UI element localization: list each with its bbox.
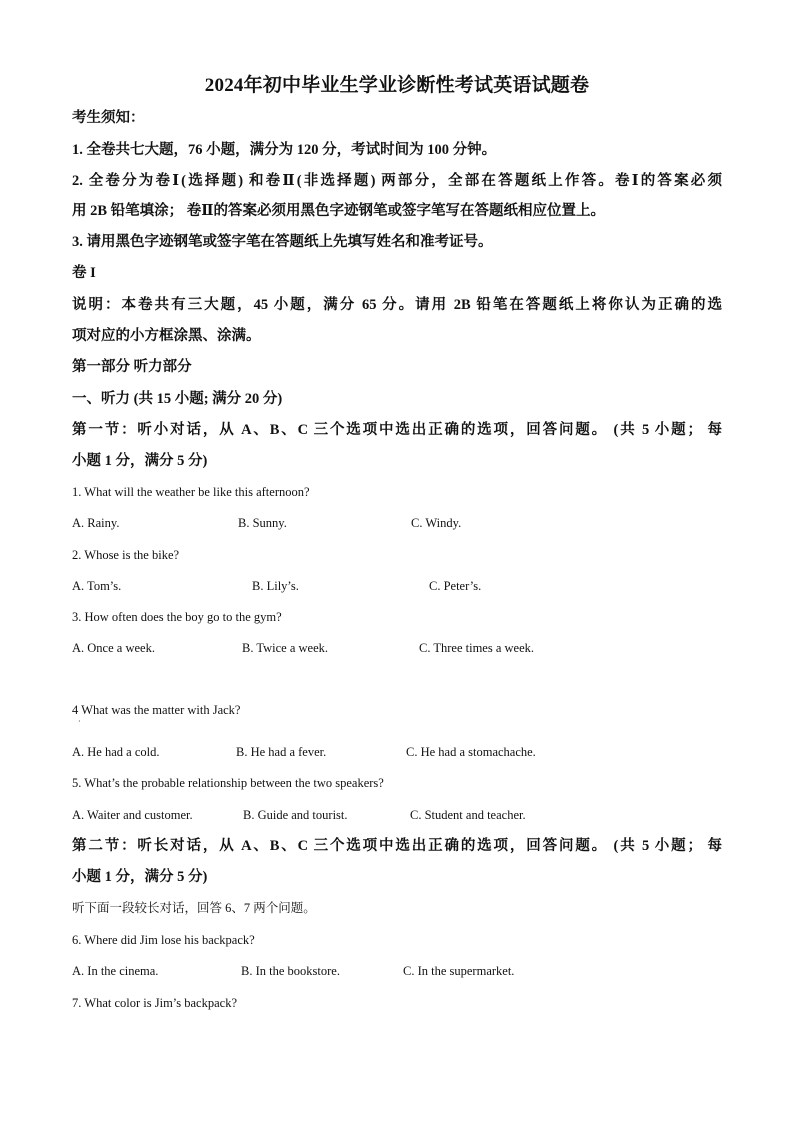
question-4-option-a: A. He had a cold. xyxy=(72,745,160,759)
question-1-option-a: A. Rainy. xyxy=(72,516,120,530)
question-4-stem: 4 What was the matter with Jack? xyxy=(72,703,241,717)
section-2-line-2: 小题 1 分，满分 5 分) xyxy=(72,869,208,885)
question-3-option-c: C. Three times a week. xyxy=(419,641,535,655)
section-1-line-1: 第一节：听小对话，从 A、B、C 三个选项中选出正确的选项，回答问题。 (共 5 小题； 每 xyxy=(72,422,722,438)
question-2-option-a: A. Tom’s. xyxy=(72,579,122,593)
question-6-stem: 6. Where did Jim lose his backpack? xyxy=(72,933,255,947)
question-2-option-b: B. Lily’s. xyxy=(252,579,299,593)
notice-item-1: 1. 全卷共七大题，76 小题，满分为 120 分，考试时间为 100 分钟。 xyxy=(72,142,497,158)
question-4-option-c: C. He had a stomachache. xyxy=(406,745,536,759)
notice-item-2-line-1: 2. 全卷分为卷Ⅰ(选择题) 和卷Ⅱ(非选择题) 两部分，全部在答题纸上作答。卷Ⅰ的答案必须 xyxy=(72,173,722,189)
question-5-option-a: A. Waiter and customer. xyxy=(72,808,193,822)
page-title: 2024年初中毕业生学业诊断性考试英语试题卷 xyxy=(204,75,590,96)
question-5-option-b: B. Guide and tourist. xyxy=(243,808,348,822)
question-1-stem: 1. What will the weather be like this afternoon? xyxy=(72,485,310,499)
volume-1-desc-line-1: 说明：本卷共有三大题，45 小题，满分 65 分。请用 2B 铅笔在答题纸上将你认为正确的选 xyxy=(72,297,722,313)
question-4-option-b: B. He had a fever. xyxy=(236,745,327,759)
section-1-line-2: 小题 1 分，满分 5 分) xyxy=(72,453,208,469)
question-3-option-a: A. Once a week. xyxy=(72,641,155,655)
notice-heading: 考生须知： xyxy=(72,110,145,126)
section-2-line-1: 第二节：听长对话，从 A、B、C 三个选项中选出正确的选项，回答问题。 (共 5 小题； 每 xyxy=(72,838,722,854)
question-2-stem: 2. Whose is the bike? xyxy=(72,548,180,562)
question-5-option-c: C. Student and teacher. xyxy=(410,808,526,822)
section-2-instruction: 听下面一段较长对话，回答 6、7 两个问题。 xyxy=(72,901,316,915)
stray-dot-mark: · xyxy=(78,717,81,726)
question-5-stem: 5. What’s the probable relationship between the two speakers? xyxy=(72,776,384,790)
question-3-stem: 3. How often does the boy go to the gym? xyxy=(72,610,282,624)
question-6-option-a: A. In the cinema. xyxy=(72,964,159,978)
notice-item-3: 3. 请用黑色字迹钢笔或签字笔在答题纸上先填写姓名和准考证号。 xyxy=(72,234,493,250)
question-7-stem: 7. What color is Jim’s backpack? xyxy=(72,996,238,1010)
question-1-option-b: B. Sunny. xyxy=(238,516,287,530)
volume-1-desc-line-2: 项对应的小方框涂黑、涂满。 xyxy=(72,328,261,344)
question-1-option-c: C. Windy. xyxy=(411,516,462,530)
part-1-heading: 第一部分 听力部分 xyxy=(72,359,192,375)
question-3-option-b: B. Twice a week. xyxy=(242,641,329,655)
volume-1-heading: 卷 I xyxy=(72,265,96,281)
listening-heading: 一、听力 (共 15 小题; 满分 20 分) xyxy=(72,391,283,407)
notice-item-2-line-2: 用 2B 铅笔填涂； 卷Ⅱ的答案必须用黑色字迹钢笔或签字笔写在答题纸相应位置上。 xyxy=(72,203,606,219)
question-2-option-c: C. Peter’s. xyxy=(429,579,482,593)
question-6-option-b: B. In the bookstore. xyxy=(241,964,340,978)
question-6-option-c: C. In the supermarket. xyxy=(403,964,515,978)
